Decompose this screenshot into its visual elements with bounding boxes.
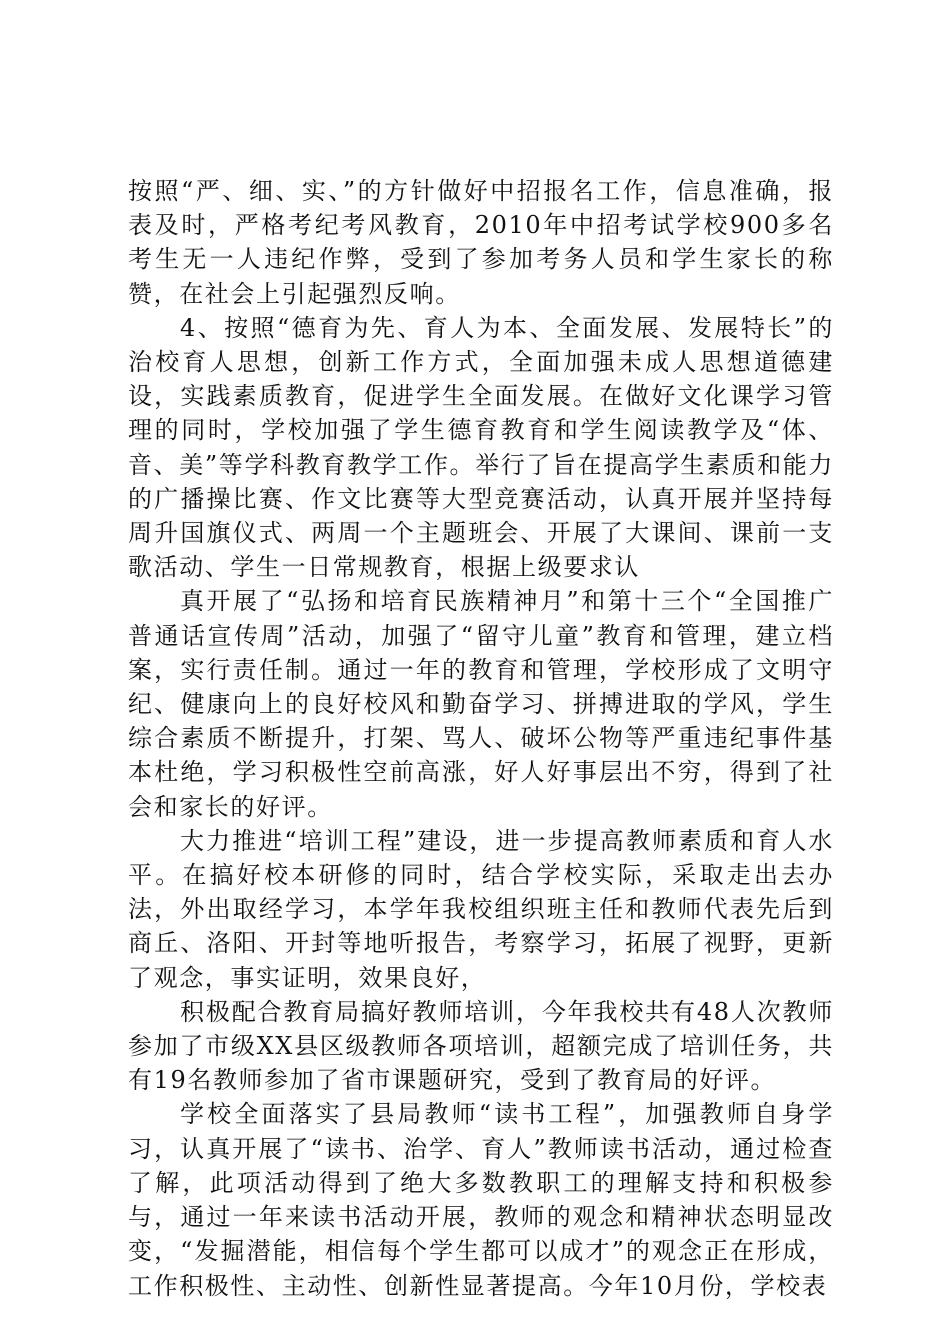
- paragraph-3: 真开展了“弘扬和培育民族精神月”和第十三个“全国推广普通话宣传周”活动，加强了“留守儿童”教育和管理，建立档案，实行责任制。通过一年的教育和管理，学校形成了文明守纪、健康向上的良好校风和勤奋学习、拼搏进取的学风，学生综合素质不断提升，打架、骂人、破坏公物等严重违纪事件基本杜绝，学习积极性空前高涨，好人好事层出不穷，得到了社会和家长的好评。: [128, 587, 834, 821]
- paragraph-1: 按照“严、细、实、”的方针做好中招报名工作，信息准确，报表及时，严格考纪考风教育，2010年中招考试学校900多名考生无一人违纪作弊，受到了参加考务人员和学生家长的称赞，在社会上引起强烈反响。: [128, 177, 834, 308]
- paragraph-5: 积极配合教育局搞好教师培训，今年我校共有48人次教师参加了市级XX县区级教师各项培训，超额完成了培训任务，共有19名教师参加了省市课题研究，受到了教育局的好评。: [128, 997, 834, 1095]
- document-body: [128, 174, 834, 1303]
- paragraph-6: 学校全面落实了县局教师“读书工程”，加强教师自身学习，认真开展了“读书、治学、育人”教师读书活动，通过检查了解，此项活动得到了绝大多数教职工的理解支持和积极参与，通过一年来读书活动开展，教师的观念和精神状态明显改变，“发掘潜能，相信每个学生都可以成才”的观念正在形成，工作积极性、主动性、创新性显著提高。今年10月份，学校表: [128, 1100, 834, 1300]
- paragraph-4: 大力推进“培训工程”建设，进一步提高教师素质和育人水平。在搞好校本研修的同时，结合学校实际，采取走出去办法，外出取经学习，本学年我校组织班主任和教师代表先后到商丘、洛阳、开封等地听报告，考察学习，拓展了视野，更新了观念，事实证明，效果良好，: [128, 826, 834, 992]
- paragraph-2: 4、按照“德育为先、育人为本、全面发展、发展特长”的治校育人思想，创新工作方式，全面加强未成人思想道德建设，实践素质教育，促进学生全面发展。在做好文化课学习管理的同时，学校加强了学生德育教育和学生阅读教学及“体、音、美”等学科教育教学工作。举行了旨在提高学生素质和能力的广播操比赛、作文比赛等大型竞赛活动，认真开展并坚持每周升国旗仪式、两周一个主题班会、开展了大课间、课前一支歌活动、学生一日常规教育，根据上级要求认: [128, 313, 834, 582]
